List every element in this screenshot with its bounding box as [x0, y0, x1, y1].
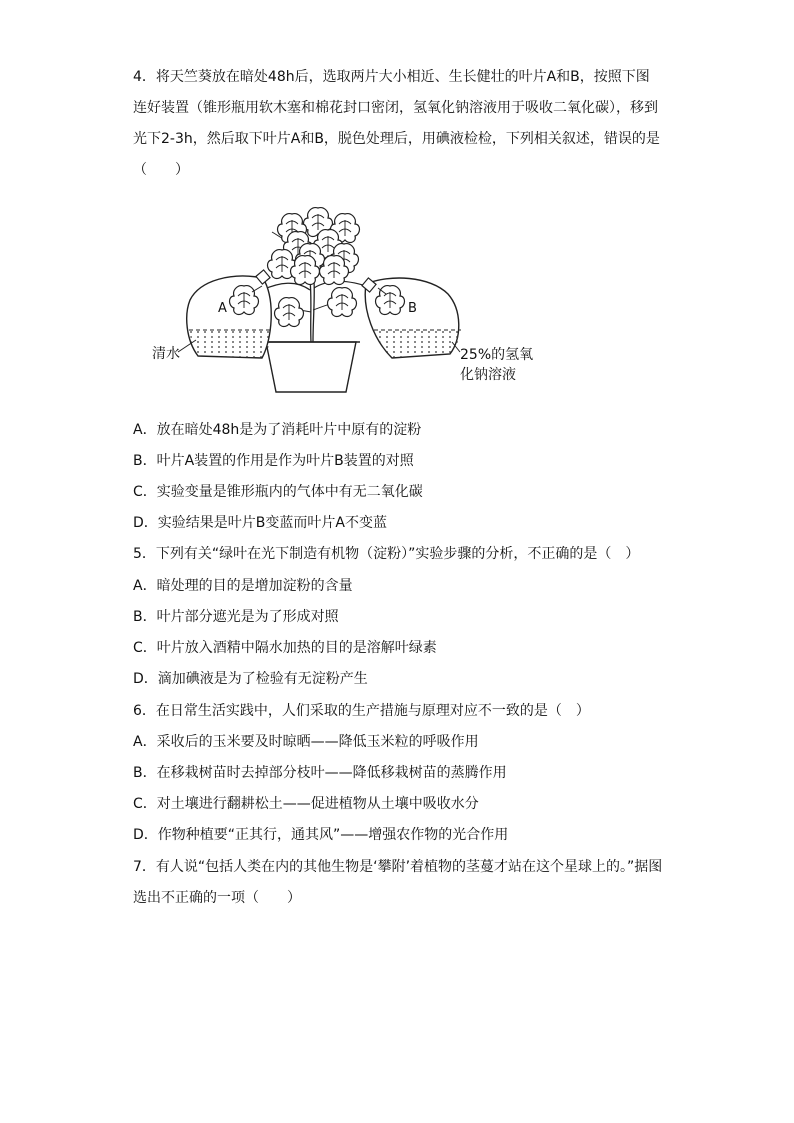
- q4-option-c: C．实验变量是锥形瓶内的气体中有无二氧化碳: [133, 484, 423, 500]
- q4-option-a: A．放在暗处48h是为了消耗叶片中原有的淀粉: [133, 422, 422, 438]
- question-6-stem: 6．在日常生活实践中，人们采取的生产措施与原理对应不一致的是（ ）: [133, 703, 590, 719]
- label-naoh-line1: 25%的氢氧: [460, 347, 534, 363]
- plant-apparatus-diagram: [0, 0, 794, 420]
- q6-option-c: C．对土壤进行翻耕松土——促进植物从土壤中吸收水分: [133, 796, 479, 812]
- label-naoh-line2: 化钠溶液: [460, 367, 516, 383]
- question-4-stem: 4．将天竺葵放在暗处48h后，选取两片大小相近、生长健壮的叶片A和B，按照下图连好装置（锥形瓶用软木塞和棉花封口密闭，氢氧化钠溶液用于吸收二氧化碳），移到光下2-3h，然后取下叶片A和B，脱色处理后，用碘液检检，下列相关叙述，错误的是（ ）: [133, 69, 660, 178]
- flower-pot: [266, 342, 356, 392]
- question-5-stem: 5．下列有关“绿叶在光下制造有机物（淀粉）”实验步骤的分析，不正确的是（ ）: [133, 546, 640, 562]
- q6-option-d: D．作物种植要“正其行，通其风”——增强农作物的光合作用: [133, 827, 509, 843]
- label-leaf-a: A: [218, 301, 227, 316]
- q4-option-b: B．叶片A装置的作用是作为叶片B装置的对照: [133, 453, 414, 469]
- q4-option-d: D．实验结果是叶片B变蓝而叶片A不变蓝: [133, 515, 387, 531]
- q6-option-a: A．采收后的玉米要及时晾晒——降低玉米粒的呼吸作用: [133, 734, 479, 750]
- question-7-stem: 7．有人说“包括人类在内的其他生物是‘攀附’着植物的茎蔓才站在这个星球上的。”据图选出不正确的一项（ ）: [133, 859, 663, 906]
- label-clear-water: 清水: [152, 346, 180, 362]
- q5-option-a: A．暗处理的目的是增加淀粉的含量: [133, 578, 353, 594]
- q5-option-c: C．叶片放入酒精中隔水加热的目的是溶解叶绿素: [133, 640, 437, 656]
- q5-option-b: B．叶片部分遮光是为了形成对照: [133, 609, 339, 625]
- q5-option-d: D．滴加碘液是为了检验有无淀粉产生: [133, 671, 368, 687]
- label-leaf-b: B: [408, 301, 417, 316]
- q6-option-b: B．在移栽树苗时去掉部分枝叶——降低移栽树苗的蒸腾作用: [133, 765, 507, 781]
